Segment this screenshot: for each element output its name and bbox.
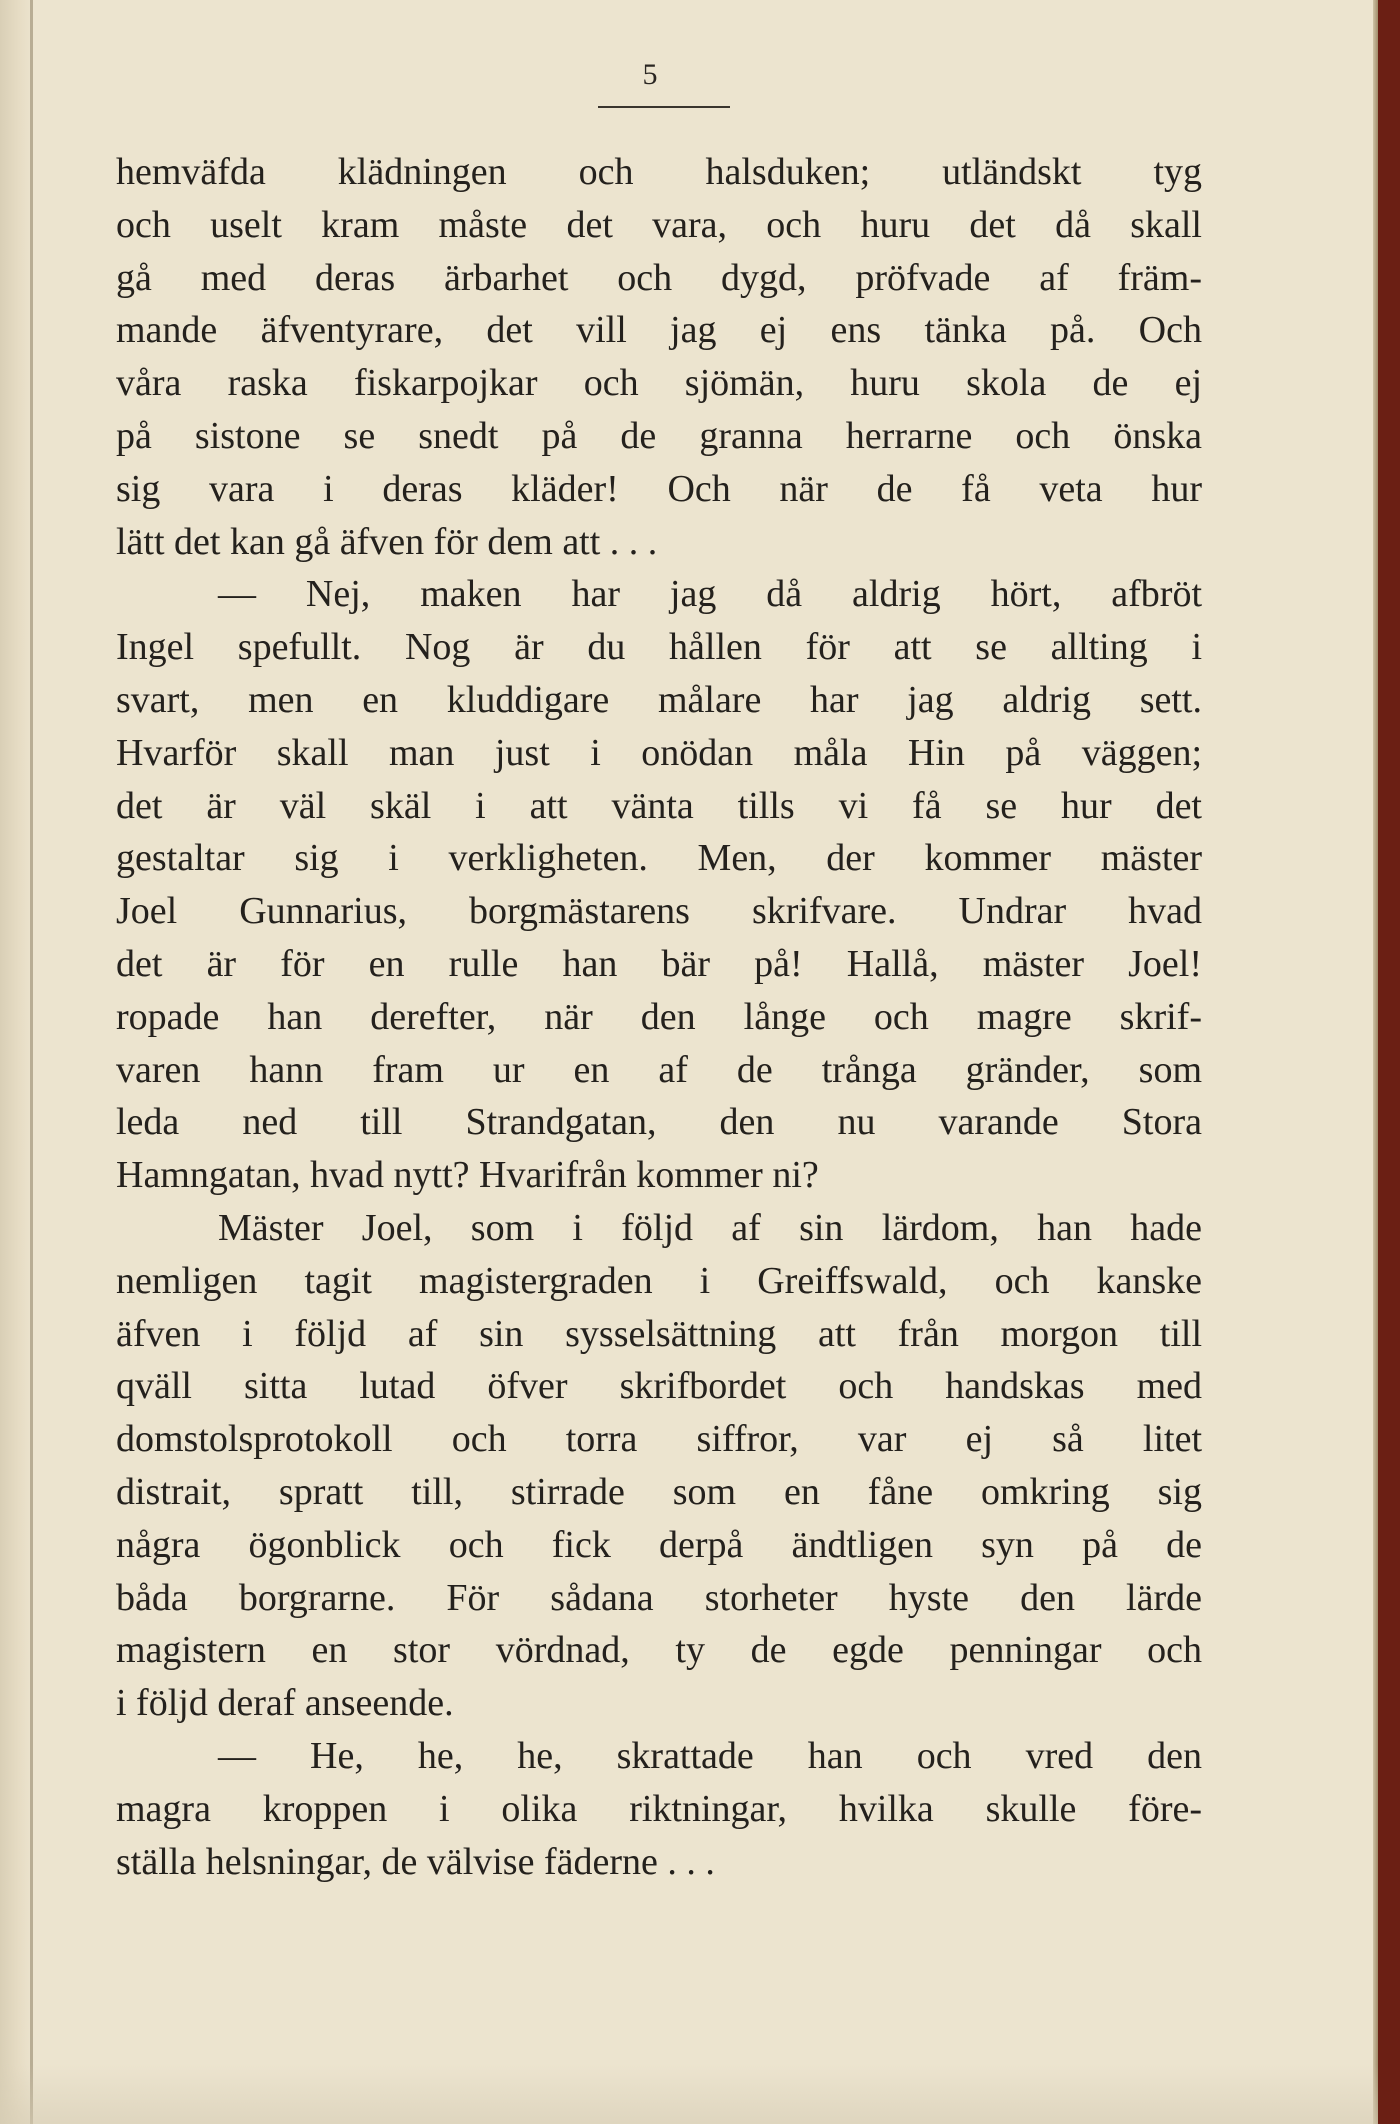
body-text	[116, 146, 1202, 1888]
text-line: mande äfventyrare, det vill jag ej ens tänka på. Och	[116, 309, 1202, 352]
text-line: det är väl skäl i att vänta tills vi få se hur det	[116, 784, 1202, 827]
page-shadow	[0, 2064, 1378, 2124]
text-line: Ingel spefullt. Nog är du hållen för att se allting i	[116, 626, 1202, 669]
text-line: båda borgrarne. För sådana storheter hyste den lärde	[116, 1576, 1202, 1619]
text-line: det är för en rulle han bär på! Hallå, mäster Joel!	[116, 942, 1202, 985]
text-line: distrait, spratt till, stirrade som en fåne omkring sig	[116, 1470, 1202, 1513]
text-line: Hvarför skall man just i onödan måla Hin på väggen;	[116, 731, 1202, 774]
text-line: — He, he, he, skrattade han och vred den	[218, 1734, 1202, 1777]
text-line: i följd deraf anseende.	[116, 1682, 454, 1725]
text-line: på sistone se snedt på de granna herrarne och önska	[116, 414, 1202, 457]
text-line: magistern en stor vördnad, ty de egde penningar och	[116, 1629, 1202, 1672]
book-cover-edge	[1378, 0, 1400, 2124]
text-line: leda ned till Strandgatan, den nu varande Stora	[116, 1101, 1202, 1144]
text-line: äfven i följd af sin sysselsättning att från morgon till	[116, 1312, 1202, 1355]
page-gutter	[0, 0, 34, 2124]
page-number-rule	[598, 106, 730, 108]
text-line: svart, men en kluddigare målare har jag aldrig sett.	[116, 678, 1202, 721]
text-line: magra kroppen i olika riktningar, hvilka skulle före-	[116, 1787, 1202, 1830]
text-line: sig vara i deras kläder! Och när de få veta hur	[116, 467, 1202, 510]
text-line: varen hann fram ur en af de trånga gränder, som	[116, 1048, 1202, 1091]
text-line: gå med deras ärbarhet och dygd, pröfvade af främ-	[116, 256, 1202, 299]
text-line: domstolsprotokoll och torra siffror, var ej så litet	[116, 1418, 1202, 1461]
text-line: Mäster Joel, som i följd af sin lärdom, han hade	[218, 1206, 1202, 1249]
text-line: och uselt kram måste det vara, och huru det då skall	[116, 203, 1202, 246]
text-line: ställa helsningar, de välvise fäderne . . .	[116, 1840, 715, 1883]
text-line: nemligen tagit magistergraden i Greiffswald, och kanske	[116, 1259, 1202, 1302]
text-line: lätt det kan gå äfven för dem att . . .	[116, 520, 658, 563]
text-line: gestaltar sig i verkligheten. Men, der kommer mäster	[116, 837, 1202, 880]
text-line: våra raska fiskarpojkar och sjömän, huru skola de ej	[116, 362, 1202, 405]
text-line: ropade han derefter, när den långe och magre skrif-	[116, 995, 1202, 1038]
text-line: hemväfda klädningen och halsduken; utländskt tyg	[116, 151, 1202, 193]
text-line: — Nej, maken har jag då aldrig hört, afbröt	[218, 573, 1202, 616]
text-line: några ögonblick och fick derpå ändtligen syn på de	[116, 1523, 1202, 1566]
text-line: qväll sitta lutad öfver skrifbordet och handskas med	[116, 1365, 1202, 1408]
binding-edge	[30, 0, 33, 2124]
text-line: Joel Gunnarius, borgmästarens skrifvare. Undrar hvad	[116, 890, 1202, 933]
page-number: 5	[642, 58, 658, 91]
text-line: Hamngatan, hvad nytt? Hvarifrån kommer ni?	[116, 1154, 819, 1197]
